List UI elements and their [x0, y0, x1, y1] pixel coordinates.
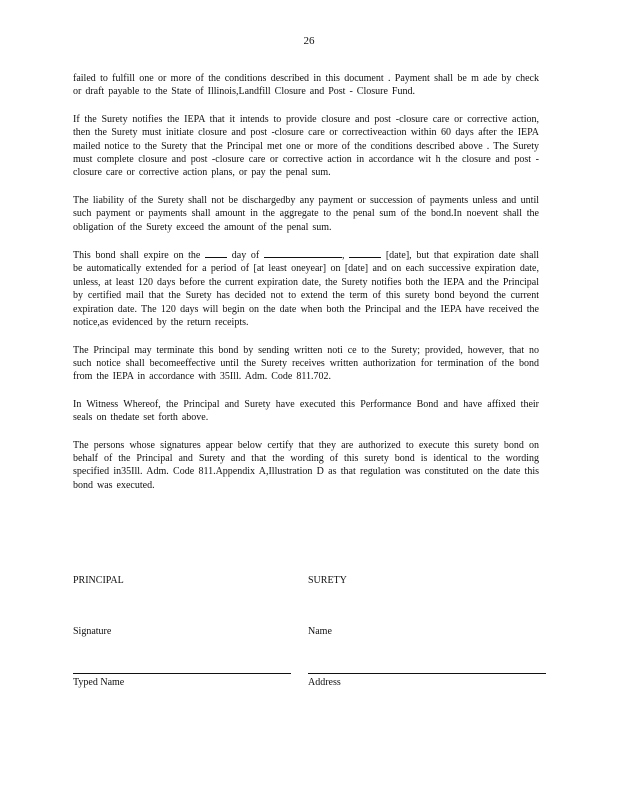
name-label: Name: [308, 626, 332, 637]
expiration-text-day-of: day of: [231, 250, 260, 262]
paragraph-surety-closure: If the Surety notifies the IEPA that it intends to provide closure and post -closure care or corrective action, then the Surety must initiate closure and post -closure care or correctiveaction within 60 days after the IEPA mailed notice to the Surety that the Principal met one or more of the conditions described above . The Surety must complete closure and post -closure care or corrective action in accordance wit h the closure and post -closure care or corrective action plans, or pay the penal sum.: [73, 113, 539, 179]
expiration-text-rest: [date], but that expiration date shall be automatically extended for a period of [at least oneyear] on [date] and on each successive expiration date, unless, at least 120 days before the current expiration date, the Surety notifies both the IEPA and the Principal by certified mail that the Surety has decided not to extend the term of this surety bond beyond the current expiration date. The 120 days will begin on the date when both the Principal and the IEPA have received the notice,as evidenced by the return receipts.: [73, 250, 540, 329]
paragraph-payment: failed to fulfill one or more of the conditions described in this document . Payment shall be m ade by check or draft payable to the State of Illinois,Landfill Closure and Post - Closure Fund.: [73, 73, 539, 98]
bond-body-text: [73, 72, 539, 506]
surety-signature-line: [308, 673, 546, 674]
surety-heading: SURETY: [308, 575, 347, 586]
address-label: Address: [308, 677, 341, 688]
paragraph-witness: In Witness Whereof, the Principal and Surety have executed this Performance Bond and have affixed their seals on thedate set forth above.: [73, 398, 539, 424]
signature-label: Signature: [73, 626, 112, 637]
expiration-text-comma: ,: [341, 250, 345, 262]
month-blank: [264, 248, 342, 258]
paragraph-termination: The Principal may terminate this bond by sending written noti ce to the Surety; provided, however, that no such notice shall becomeeffective until the Surety receives written authorization for termination of the bond from the IEPA in accordance with 35Ill. Adm. Code 811.702.: [73, 344, 539, 383]
paragraph-liability: The liability of the Surety shall not be dischargedby any payment or succession of payments unless and until such payment or payments shall amount in the aggregate to the penal sum of the bond.In noevent shall the obligation of the Surety exceed the amount of the penal sum.: [73, 194, 539, 233]
page-number: 26: [303, 35, 315, 47]
paragraph-expiration: [73, 248, 539, 329]
principal-signature-line: [73, 673, 291, 674]
paragraph-certification: The persons whose signatures appear below certify that they are authorized to execute this surety bond on behalf of the Principal and Surety and that the wording of this surety bond is identical to the wording specified in35Ill. Adm. Code 811.Appendix A,Illustration D as that regulation was constituted on the date this bond was executed.: [73, 439, 539, 491]
expiration-text-start: This bond shall expire on the: [73, 250, 201, 262]
typed-name-label: Typed Name: [73, 677, 125, 688]
principal-heading: PRINCIPAL: [73, 575, 124, 586]
year-blank: [349, 248, 381, 258]
day-blank: [205, 248, 227, 258]
